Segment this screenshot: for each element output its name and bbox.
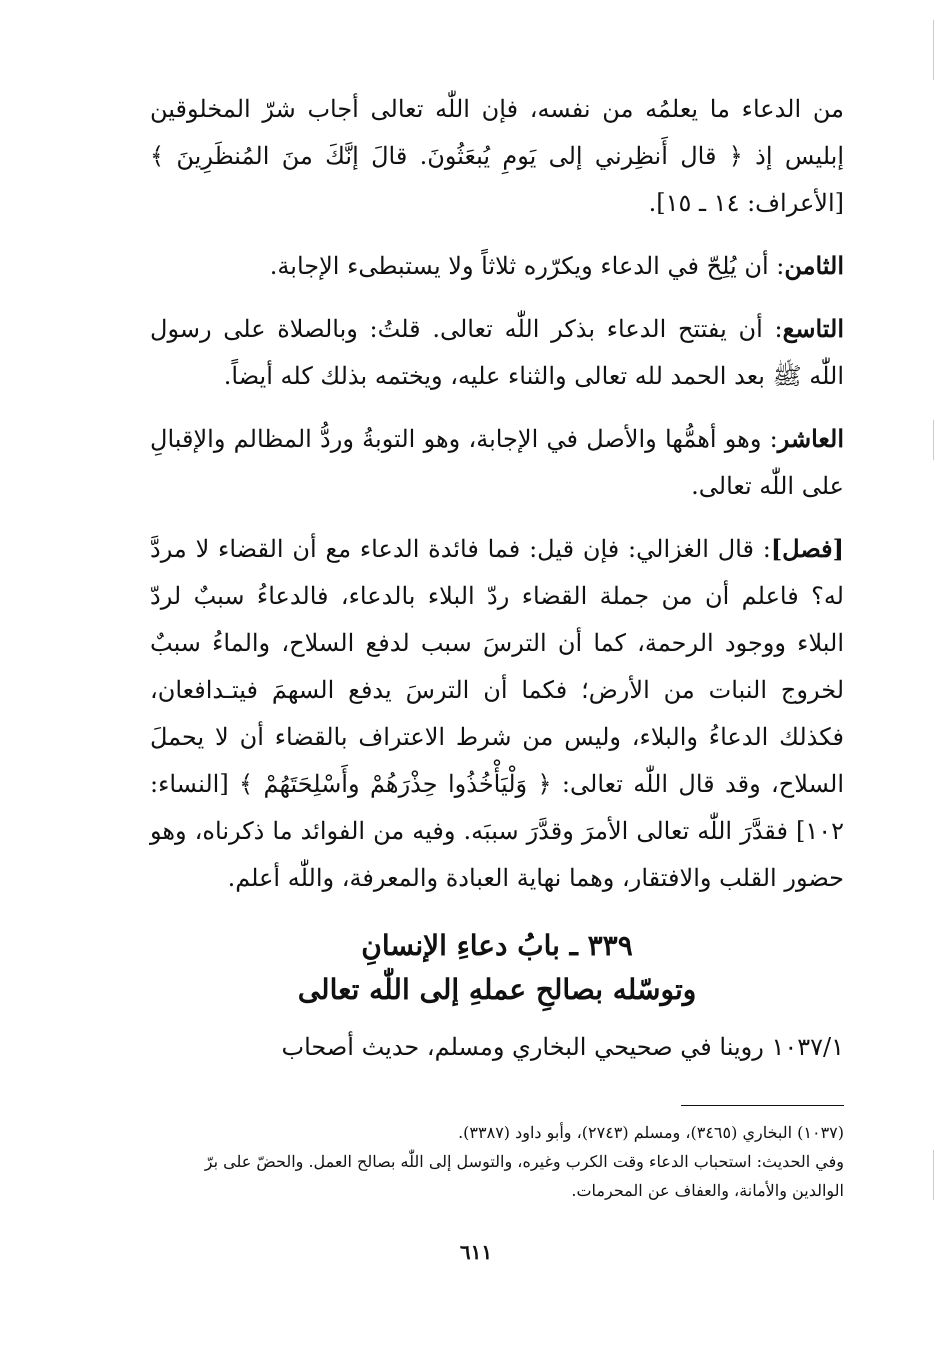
paragraph-ninth	[150, 305, 844, 400]
paragraph-text: : أن يُلِحّ في الدعاء ويكرّره ثلاثاً ولا يستبطىء الإجابة.	[269, 252, 785, 280]
paragraph-text: : وهو أهمُّها والأصل في الإجابة، وهو التوبةُ وردُّ المظالم والإقبالِ على اللّٰه تعالى.	[150, 425, 844, 500]
margin-mark	[933, 420, 934, 460]
margin-mark	[933, 20, 934, 80]
paragraph-label: العاشر	[777, 424, 844, 453]
paragraph-text: : أن يفتتح الدعاء بذكر اللّٰه تعالى. قلتُ: وبالصلاة على رسول اللّٰه ﷺ بعد الحمد لله تعالى والثناء عليه، ويختمه بذلك كله أيضاً.	[150, 315, 844, 390]
paragraph-label: [فصل]	[770, 534, 844, 563]
margin-mark	[933, 1150, 934, 1200]
chapter-title: ٣٣٩ ـ بابُ دعاءِ الإنسانِ	[361, 929, 633, 962]
paragraph-tenth	[150, 415, 844, 510]
paragraph-intro	[150, 86, 844, 227]
page-number: ٦١١	[459, 1240, 493, 1264]
paragraph-text: ١٠٣٧/١ روينا في صحيحي البخاري ومسلم، حديث أصحاب	[281, 1033, 844, 1061]
paragraph-hadith	[150, 1024, 844, 1071]
chapter-subtitle: وتوسّله بصالحِ عملهِ إلى اللّٰه تعالى	[297, 973, 697, 1006]
chapter-heading	[150, 924, 844, 1012]
page-body	[150, 86, 844, 1086]
paragraph-section	[150, 525, 844, 902]
paragraph-text: : قال الغزالي: فإن قيل: فما فائدة الدعاء مع أن القضاء لا مردَّ له؟ فاعلم أن من جملة القضاء ردّ البلاء بالدعاء، فالدعاءُ سببٌ لردّ البلاء ووجود الرحمة، كما أن الترسَ سبب لدفع السلاح، والماءُ سببٌ لخروج النبات من الأرض؛ فكما أن الترسَ يدفع السهمَ فيتـدافعان، فكذلك الدعاءُ والبلاء، وليس من شرط الاعتراف بالقضاء أن لا يحملَ السلاح، وقد قال اللّٰه تعالى: ﴿ وَلْيَأْخُذُوا حِذْرَهُمْ وأَسْلِحَتَهُمْ ﴾ [النساء: ١٠٢] فقدَّرَ اللّٰه تعالى الأمرَ وقدَّرَ سببَه. وفيه من الفوائد ما ذكرناه، وهو حضور القلب والافتقار، وهما نهاية العبادة والمعرفة، واللّٰه أعلم.	[150, 535, 844, 892]
footnotes	[150, 1118, 844, 1205]
paragraph-label: التاسع	[782, 314, 844, 343]
footnote-divider	[681, 1105, 844, 1106]
footnote-reference: (١٠٣٧) البخاري (٣٤٦٥)، ومسلم (٢٧٤٣)، وأبو داود (٣٣٨٧).	[458, 1123, 844, 1142]
paragraph-eighth	[150, 242, 844, 290]
paragraph-text: من الدعاء ما يعلمُه من نفسه، فإن اللّٰه تعالى أجاب شرّ المخلوقين إبليس إذ ﴿ قال أَنظِرني إلى يَومِ يُبعَثُونَ. قالَ إنَّكَ منَ المُنظَرِينَ ﴾ [الأعراف: ١٤ ـ ١٥].	[150, 95, 844, 217]
paragraph-label: الثامن	[784, 251, 844, 280]
footnote-commentary: وفي الحديث: استحباب الدعاء وقت الكرب وغيره، والتوسل إلى اللّٰه بصالح العمل. والحضّ على برّ الوالدين والأمانة، والعفاف عن المحرمات.	[204, 1152, 844, 1200]
